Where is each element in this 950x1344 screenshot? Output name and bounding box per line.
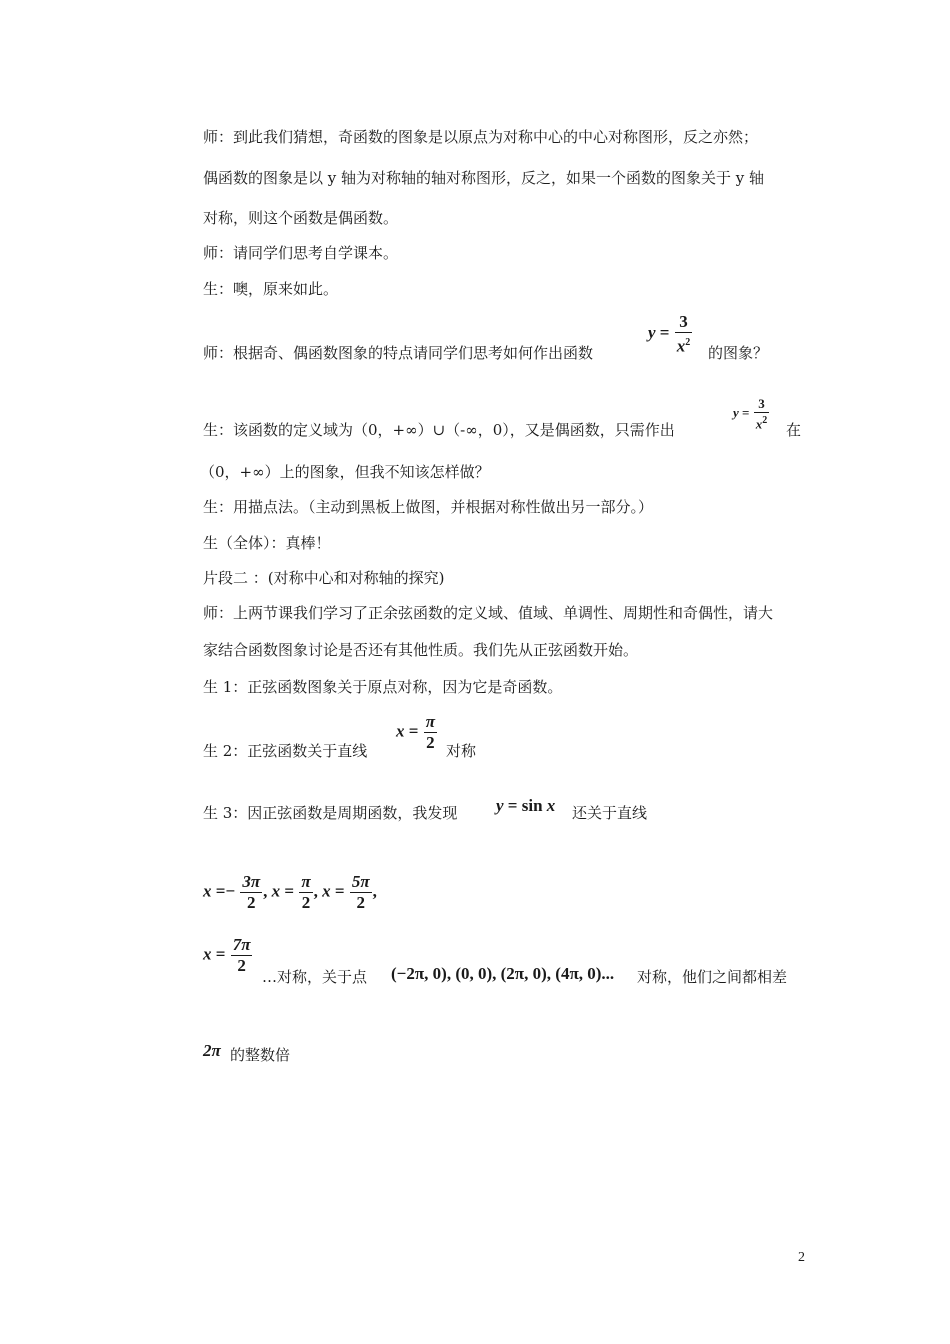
paragraph-15-text-after: 对称 xyxy=(446,742,477,760)
paragraph-12: 师：上两节课我们学习了正余弦函数的定义域、值域、单调性、周期性和奇偶性，请大 xyxy=(203,604,774,622)
formula-y-equals-3-over-x-squared: y = $\frac{3}{x^2}$ xyxy=(648,312,691,356)
paragraph-13: 家结合函数图象讨论是否还有其他性质。我们先从正弦函数开始。 xyxy=(203,641,639,659)
paragraph-15 xyxy=(203,741,367,761)
paragraph-10: 生（全体）：真棒！ xyxy=(203,534,331,552)
paragraph-11: 片段二 ：(对称中心和对称轴的探究) xyxy=(203,569,445,587)
paragraph-17-text-after: 对称，他们之间都相差 xyxy=(637,968,788,986)
paragraph-9: 生：用描点法。（主动到黑板上做图，并根据对称性做出另一部分。） xyxy=(203,498,654,516)
paragraph-3: 对称，则这个函数是偶函数。 xyxy=(203,209,399,227)
paragraph-7 xyxy=(203,420,675,440)
formula-x-equals-pi-over-2: x = $\frac{\pi}{2}$ xyxy=(396,712,435,752)
paragraph-6-text-after: 的图象？ xyxy=(708,344,769,362)
paragraph-16 xyxy=(203,803,457,823)
paragraph-18-text-after: 的整数倍 xyxy=(230,1046,291,1064)
paragraph-16-text-before: 生 3：因正弦函数是周期函数，我发现 xyxy=(203,804,458,822)
paragraph-2: 偶函数的图象是以 y 轴为对称轴的轴对称图形，反之，如果一个函数的图象关于 y 轴 xyxy=(203,169,765,187)
page-number: 2 xyxy=(798,1250,805,1265)
paragraph-1: 师：到此我们猜想，奇函数的图象是以原点为对称中心的中心对称图形，反之亦然； xyxy=(203,128,759,146)
formula-symmetry-points: (−2π, 0), (0, 0), (2π, 0), (4π, 0)... xyxy=(391,964,615,983)
paragraph-4: 师：请同学们思考自学课本。 xyxy=(203,244,399,262)
formula-symmetry-axes: x =− $\frac{3\pi}{2}$ , x = $\frac{\pi}{2}$ , x = $\frac{5\pi}{2}$ , xyxy=(203,872,377,912)
paragraph-8: （0，+∞）上的图象，但我不知该怎样做？ xyxy=(200,463,490,481)
formula-y-equals-3-over-x-squared-small: y = $\frac{3}{x^2}$ xyxy=(733,396,768,432)
formula-two-pi: 2π xyxy=(203,1041,221,1060)
paragraph-6 xyxy=(203,343,593,363)
paragraph-15-text-before: 生 2：正弦函数关于直线 xyxy=(203,742,368,760)
paragraph-16-text-after: 还关于直线 xyxy=(572,804,648,822)
formula-x-equals-7pi-over-2: x = $\frac{7\pi}{2}$ xyxy=(203,935,251,975)
paragraph-6-text-before: 师：根据奇、偶函数图象的特点请同学们思考如何作出函数 xyxy=(203,344,594,362)
paragraph-7-text-after: 在 xyxy=(786,421,802,439)
paragraph-17-text-middle: …对称，关于点 xyxy=(262,968,368,986)
paragraph-7-text-before: 生：该函数的定义域为（0，+∞）∪（-∞，0），又是偶函数，只需作出 xyxy=(203,421,675,439)
paragraph-14: 生 1：正弦函数图象关于原点对称，因为它是奇函数。 xyxy=(203,678,563,696)
formula-y-equals-sin-x: y = sin x xyxy=(496,796,556,815)
paragraph-5: 生：噢，原来如此。 xyxy=(203,280,339,298)
